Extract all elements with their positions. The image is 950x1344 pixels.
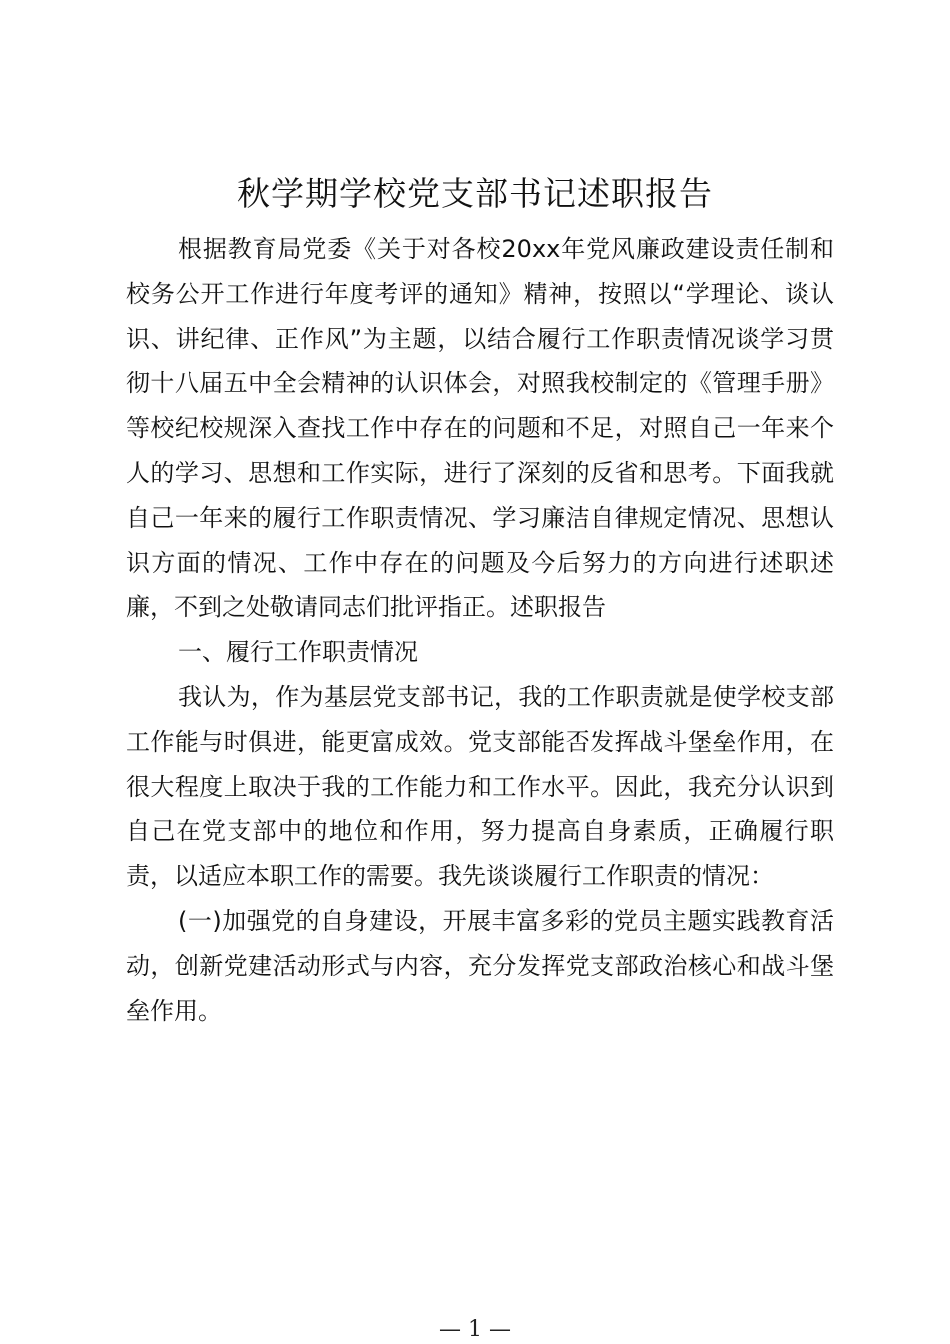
paragraph-subsection-one: (一)加强党的自身建设，开展丰富多彩的党员主题实践教育活动，创新党建活动形式与内容，充分发挥党支部政治核心和战斗堡垒作用。 <box>126 906 834 1025</box>
paragraph-intro: 根据教育局党委《关于对各校20xx年党风廉政建设责任制和校务公开工作进行年度考评的通知》精神，按照以“学理论、谈认识、讲纪律、正作风”为主题，以结合履行工作职责情况谈学习贯彻十八届五中全会精神的认识体会，对照我校制定的《管理手册》等校纪校规深入查找工作中存在的问题和不足，对照自己一年来个人的学习、思想和工作实际，进行了深刻的反省和思考。下面我就自己一年来的履行工作职责情况、学习廉洁自律规定情况、思想认识方面的情况、工作中存在的问题及今后努力的方向进行述职述廉，不到之处敬请同志们批评指正。述职报告 <box>126 235 834 622</box>
section-heading: 一、履行工作职责情况 <box>178 638 418 667</box>
page-number: — 1 — <box>439 1317 511 1342</box>
document-body <box>126 227 834 1033</box>
paragraph-duties: 我认为，作为基层党支部书记，我的工作职责就是使学校支部工作能与时俱进，能更富成效。党支部能否发挥战斗堡垒作用，在很大程度上取决于我的工作能力和工作水平。因此，我充分认识到自己在党支部中的地位和作用，努力提高自身素质，正确履行职责，以适应本职工作的需要。我先谈谈履行工作职责的情况： <box>126 682 834 891</box>
document-title: 秋学期学校党支部书记述职报告 <box>237 174 713 213</box>
